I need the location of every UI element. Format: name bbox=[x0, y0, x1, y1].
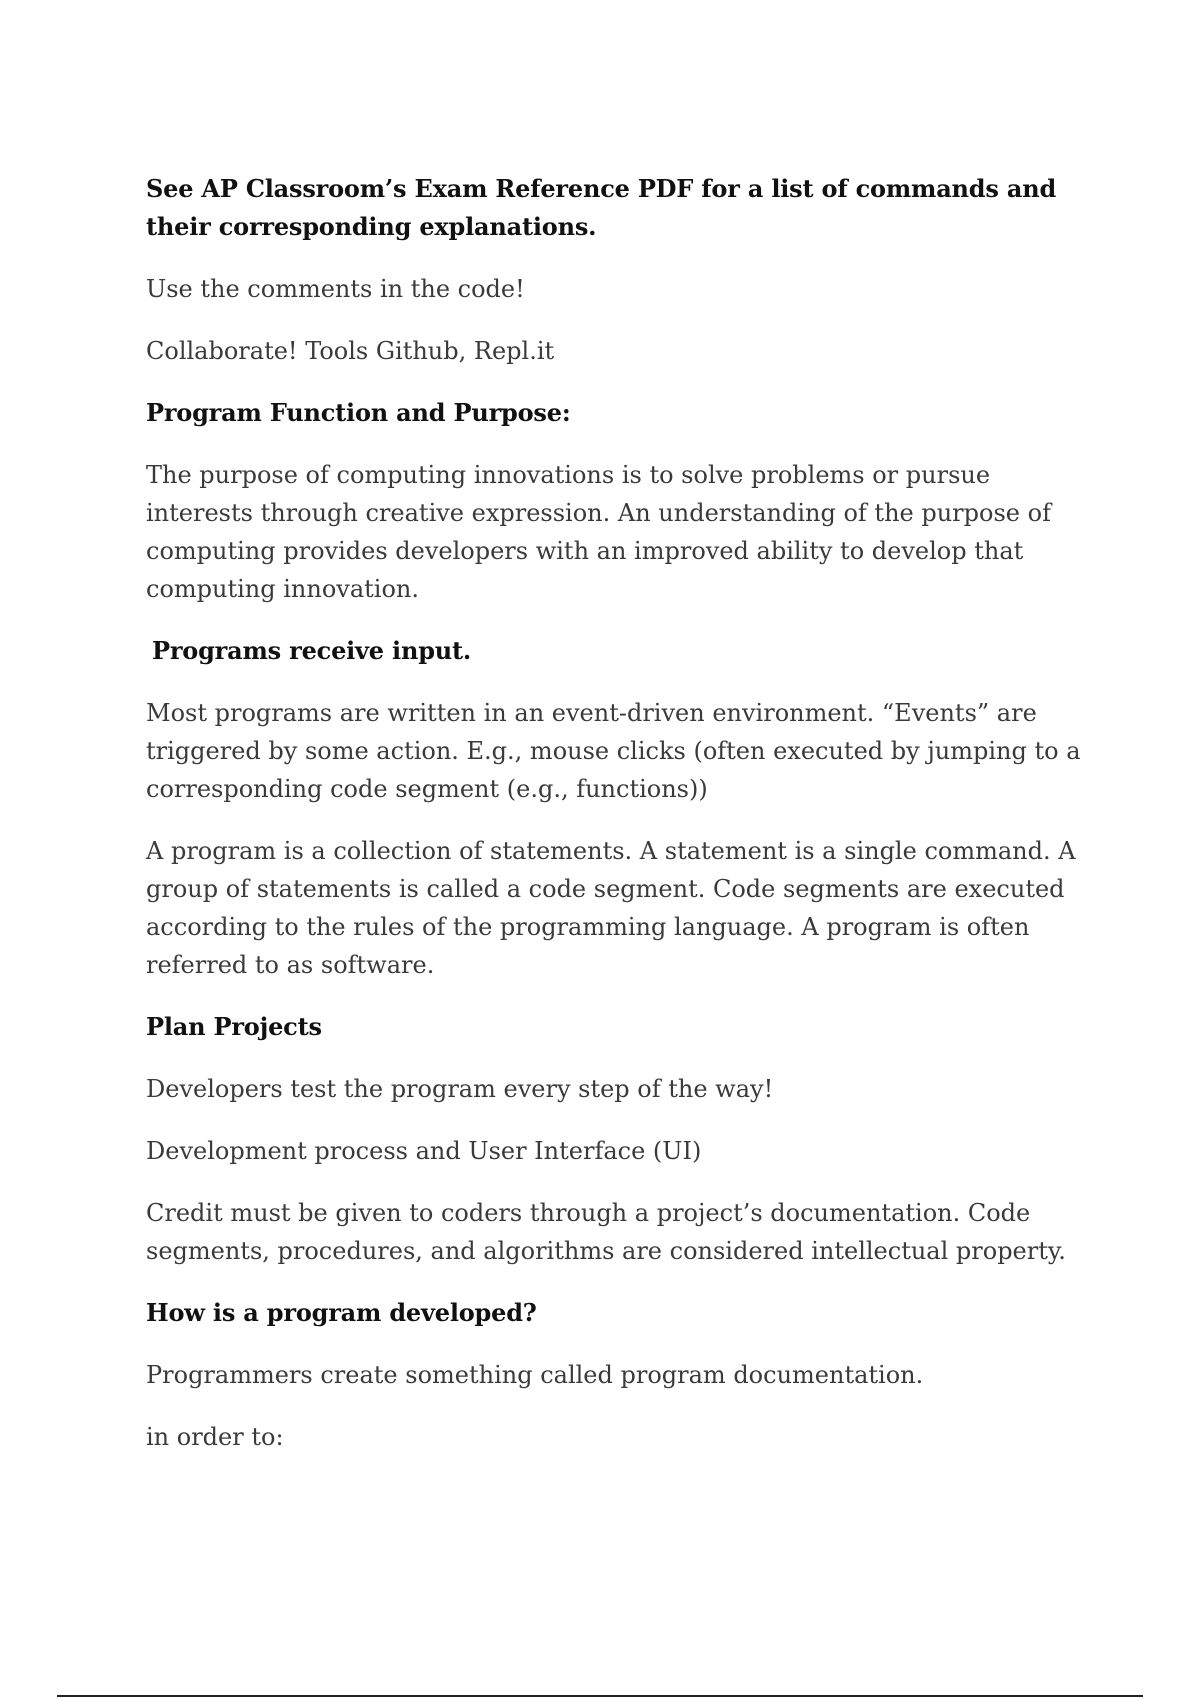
paragraph-in-order-to: in order to: bbox=[146, 1423, 284, 1451]
document-page bbox=[146, 170, 1086, 1480]
paragraph-statements: A program is a collection of statements. A statement is a single command. A group of statements is called a code segment. Code segments are executed according to the rules of the programming language. A program is often referred to as software. bbox=[146, 837, 1076, 979]
heading-program-function: Program Function and Purpose: bbox=[146, 398, 571, 427]
paragraph-collaborate: Collaborate! Tools Github, Repl.it bbox=[146, 337, 555, 365]
paragraph-testing: Developers test the program every step of the way! bbox=[146, 1075, 774, 1103]
heading-exam-reference: See AP Classroom’s Exam Reference PDF for a list of commands and their corresponding explanations. bbox=[146, 174, 1057, 241]
paragraph-event-driven: Most programs are written in an event-driven environment. “Events” are triggered by some action. E.g., mouse clicks (often executed by jumping to a corresponding code segment (e.g., functions)) bbox=[146, 699, 1081, 803]
paragraph-comments: Use the comments in the code! bbox=[146, 275, 525, 303]
heading-programs-receive-input: Programs receive input. bbox=[152, 636, 472, 665]
paragraph-documentation: Programmers create something called program documentation. bbox=[146, 1361, 924, 1389]
paragraph-credit: Credit must be given to coders through a project’s documentation. Code segments, procedures, and algorithms are considered intellectual property. bbox=[146, 1199, 1066, 1265]
paragraph-development-process: Development process and User Interface (UI) bbox=[146, 1137, 702, 1165]
heading-program-developed: How is a program developed? bbox=[146, 1298, 537, 1327]
heading-plan-projects: Plan Projects bbox=[146, 1012, 322, 1041]
paragraph-purpose: The purpose of computing innovations is to solve problems or pursue interests through creative expression. An understanding of the purpose of computing provides developers with an improved ability to develop that computing innovation. bbox=[146, 461, 1051, 603]
page-bottom-divider bbox=[57, 1695, 1143, 1697]
